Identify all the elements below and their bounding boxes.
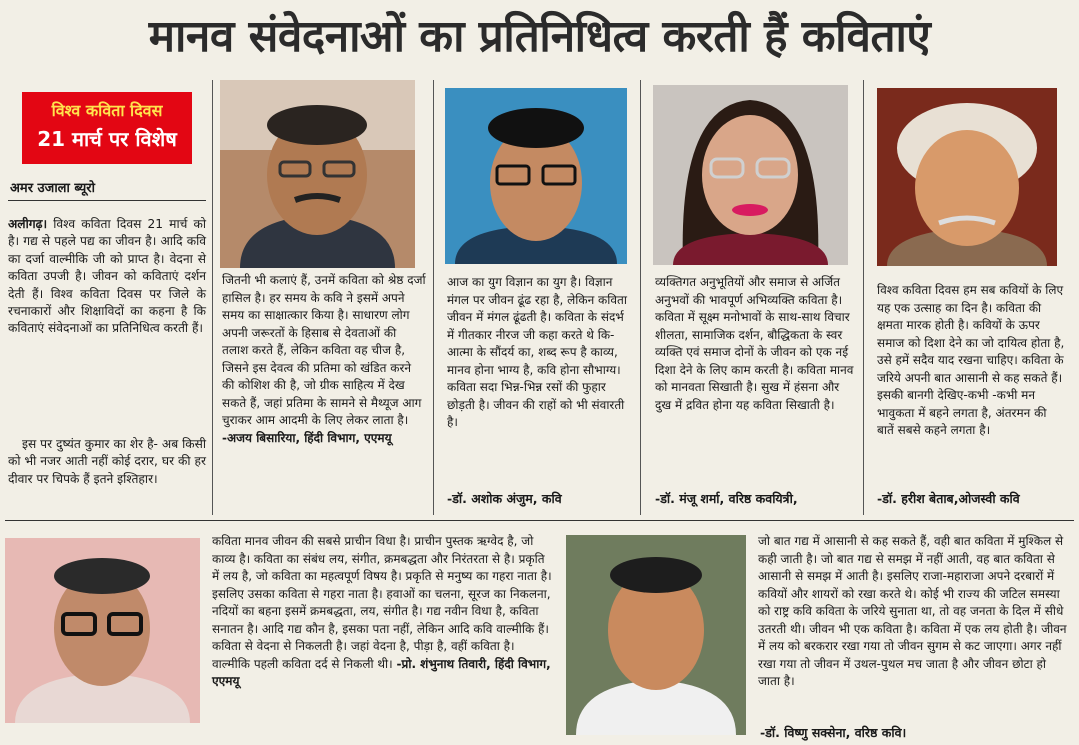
photo-ajay-bisaria: [220, 80, 415, 268]
quote-signature: -डॉ. हरीश बेताब,ओजस्वी कवि: [877, 491, 1020, 506]
quote-ashok: [447, 274, 632, 432]
column-rule: [433, 80, 434, 515]
quote-harish: [877, 282, 1067, 440]
dateline: अलीगढ़।: [8, 217, 48, 231]
special-line2: 21 मार्च पर विशेष: [37, 127, 177, 151]
special-line1: विश्व कविता दिवस: [51, 101, 163, 120]
quote-text: विश्व कविता दिवस हम सब कवियों के लिए यह एक उत्साह का दिन है। कविता की क्षमता मारक होती है। कवियों के ऊपर समाज को दिशा देने का जो दायित्व होता है, उसे हमें सदैव याद रखना चाहिए। कविता के जरिये अपनी बात आसानी से कह सकते हैं। इसकी बानगी देखिए-कभी -कभी मन भावुकता में बहने लगता है, अंतरमन की बातें सबसे कहने लगता है।: [877, 283, 1065, 437]
quote-ajay: [222, 272, 426, 447]
column-rule: [863, 80, 864, 515]
quote-text: आज का युग विज्ञान का युग है। विज्ञान मंगल पर जीवन ढूंढ रहा है, लेकिन कविता जीवन में मंगल ढूंढती है। कविता के संदर्भ में गीतकार नीरज जी कहा करते थे कि-आत्मा के सौंदर्य का, शब्द रूप है काव्य, मानव होना भाग्य है, कवि होना सौभाग्य। कविता सदा भिन्न-भिन्न रसों की फुहार छोड़ती है। जीवन की राहों को भी संवारती है।: [447, 275, 627, 429]
portrait-icon: [5, 538, 200, 723]
quote-signature: -डॉ. मंजू शर्मा, वरिष्ठ कवयित्री,: [655, 491, 798, 506]
quote-text: कविता मानव जीवन की सबसे प्राचीन विधा है। प्राचीन पुस्तक ऋग्वेद है, जो काव्य है। कविता का संबंध लय, संगीत, क्रमबद्धता और निरंतरता से है। प्रकृति में लय है, जो कविता का महत्वपूर्ण विषय है। प्रकृति से मनुष्य का गहरा नाता है। इसलिए उसका कविता से गहरा नाता है। हवाओं का चलना, सूरज का निकलना, नदियों का बहना इसमें क्रमबद्धता, लय, संगीत है। गद्य नवीन विधा है, कविता सनातन है। आदि गद्य कौन है, इसका पता नहीं, लेकिन आदि कवि वाल्मीकि हैं। कविता से वेदना से निकलती है। जहां वेदना है, पीड़ा है, वहीं कविता है। वाल्मीकि पहली कविता दर्द से निकली थी।: [212, 534, 552, 671]
quote-signature: -डॉ. विष्णु सक्सेना, वरिष्ठ कवि।: [760, 725, 907, 740]
portrait-icon: [220, 80, 415, 268]
quote-signature: -अजय बिसारिया, हिंदी विभाग, एएमयू: [222, 430, 392, 445]
photo-manju-sharma: [653, 85, 848, 265]
portrait-icon: [877, 88, 1057, 266]
intro-text: विश्व कविता दिवस 21 मार्च को है। गद्य से पहले पद्य का जीवन है। आदि कवि का दर्जा वाल्मीकि जी को प्राप्त है। वेदना से कविता उपजी है। जीवन को कविताएं दर्शन देती हैं। विश्व कविता दिवस पर जिले के रचनाकारों और शिक्षाविदों का कहना है कि कविताएं संवेदनाओं का प्रतिनिधित्व करती हैं।: [8, 217, 206, 336]
quote-vishnu: [758, 533, 1070, 691]
quote-text: जो बात गद्य में आसानी से कह सकते हैं, वही बात कविता में मुश्किल से कही जाती है। जो बात गद्य से समझ में नहीं आती, वह बात कविता से आसानी से समझ में आती है। इसलिए राजा-महाराजा अपने दरबारों में कवियों और शायरों को रखा करते थे। कोई भी राज्य की जटिल समस्या को राष्ट्र कवि कविता के जरिये सुनाता था, तो वह जनता के दिल में सीधे उतरती थी। जीवन भी एक कविता है। कविता में एक लय होती है। जीवन में लय को बरकरार रखा गया तो जीवन सुगम से कट जाएगा। अगर नहीं रखा गया तो जीवन में उथल-पुथल मच जाता है और जीवन छोटा हो जाता है।: [758, 534, 1067, 688]
portrait-icon: [653, 85, 848, 265]
quote-text: जितनी भी कलाएं हैं, उनमें कविता को श्रेष्ठ दर्जा हासिल है। हर समय के कवि ने इसमें अपने समय का साक्षात्कार किया है। साधारण लोग अपनी जरूरतों के हिसाब से देवताओं की तलाश करते हैं, लेकिन कविता वह चीज है, जिसने इस देवत्व की प्रतिमा को खंडित करने की कोशिश की है, जो ग्रीक साहित्य में देख सकते हैं, जहां प्रतिमा के सामने से मैथ्यूज आग चुराकर आम आदमी के लिए लेकर लाता है।: [222, 273, 426, 427]
bureau-credit: अमर उजाला ब्यूरो: [10, 181, 95, 196]
photo-shambhunath-tiwari: [5, 538, 200, 723]
quote-manju: [655, 274, 855, 414]
intro-paragraph-2: इस पर दुष्यंत कुमार का शेर है- अब किसी को भी नजर आती नहीं कोई दरार, घर की हर दीवार पर चिपके हैं इतने इश्तिहार।: [8, 437, 206, 486]
portrait-icon: [445, 88, 627, 264]
divider: [5, 520, 1074, 521]
column-rule: [212, 80, 213, 515]
special-badge: [22, 92, 192, 164]
column-rule: [640, 80, 641, 515]
portrait-icon: [566, 535, 746, 735]
divider: [8, 200, 206, 201]
quote-signature: -प्रो. शंभुनाथ तिवारी, हिंदी विभाग, एएमयू: [212, 656, 551, 688]
quote-shambhunath: [212, 533, 552, 691]
intro-paragraph: [8, 216, 206, 338]
photo-ashok-anjum: [445, 88, 627, 264]
headline: मानव संवेदनाओं का प्रतिनिधित्व करती हैं कविताएं: [148, 11, 931, 62]
quote-text: व्यक्तिगत अनुभूतियों और समाज से अर्जित अनुभवों की भावपूर्ण अभिव्यक्ति कविता है। कविता में सूक्ष्म मनोभावों के साथ-साथ विचार शीलता, सामाजिक दर्शन, बौद्धिकता के स्वर व्यक्ति एवं समाज दोनों के जीवन को एक नई दिशा देने के लिए काम करती है। कविता मानव को मानवता सिखाती है। सुख में हंसना और दुख में द्रवित होना यह कविता सिखाती है।: [655, 275, 854, 412]
photo-vishnu-saxena: [566, 535, 746, 735]
quote-signature: -डॉ. अशोक अंजुम, कवि: [447, 491, 562, 506]
photo-harish-betab: [877, 88, 1057, 266]
